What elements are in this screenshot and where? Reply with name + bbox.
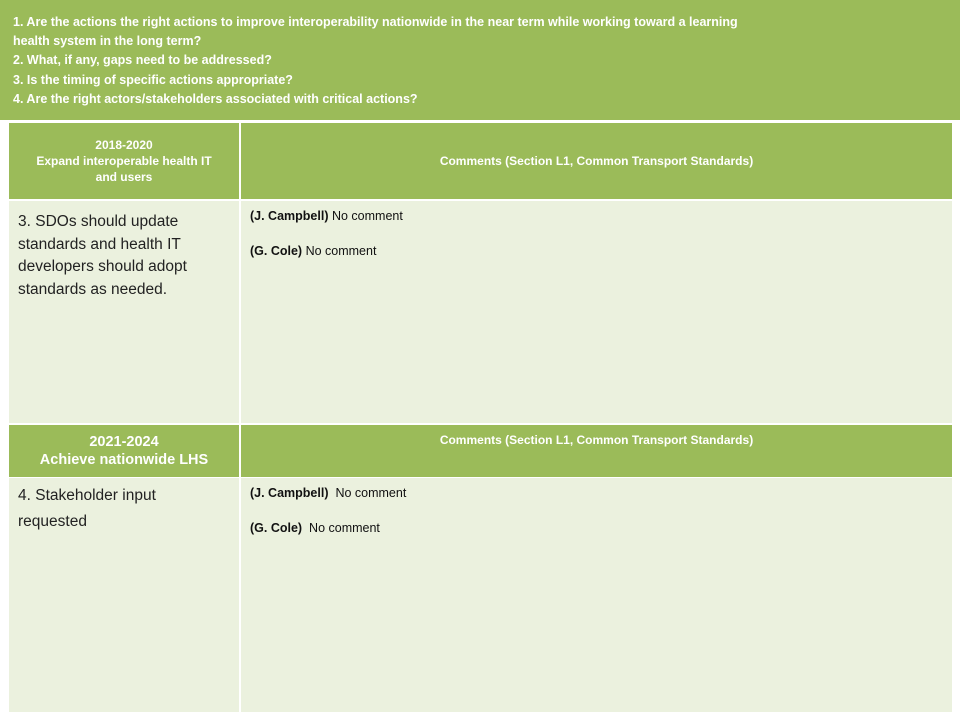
goal-label-line2: and users (95, 170, 153, 184)
action-text: 4. Stakeholder input requested (18, 487, 156, 530)
comment-item (250, 242, 942, 260)
comments-header-label: Comments (Section L1, Common Transport Standards) (439, 154, 754, 168)
comments-list (241, 201, 952, 260)
period-header-2018-2020 (9, 123, 239, 199)
question-line: 3. Is the timing of specific actions appropriate? (13, 72, 293, 87)
question-line: 1. Are the actions the right actions to improve interoperability nationwide in the near term while working toward a learning (13, 15, 738, 29)
question-line: 2. What, if any, gaps need to be addressed? (13, 53, 272, 68)
goal-label-line1: Expand interoperable health IT (36, 154, 212, 168)
action-cell (9, 201, 239, 423)
comments-cell (241, 478, 952, 712)
goal-label: Achieve nationwide LHS (39, 452, 209, 468)
comment-text: No comment (328, 209, 403, 223)
question-line: health system in the long term? (13, 34, 202, 49)
comments-header-label: Comments (Section L1, Common Transport Standards) (439, 433, 754, 447)
comments-header (241, 425, 952, 477)
questions-banner (0, 0, 960, 120)
comments-header (241, 123, 952, 199)
comment-author: (G. Cole) (250, 244, 303, 258)
action-cell (9, 478, 239, 712)
comment-item (250, 207, 942, 225)
comments-list (241, 478, 952, 537)
period-header-2021-2024 (9, 425, 239, 477)
comment-item (250, 484, 942, 502)
comments-cell (241, 201, 952, 423)
comment-item (250, 519, 942, 537)
comment-text: No comment (302, 244, 377, 258)
period-label: 2021-2024 (89, 434, 159, 450)
comment-text: No comment (302, 521, 380, 535)
period-label: 2018-2020 (95, 138, 153, 152)
comment-author: (G. Cole) (250, 521, 303, 535)
comment-text: No comment (328, 486, 407, 500)
question-line: 4. Are the right actors/stakeholders associated with critical actions? (13, 91, 418, 106)
action-text: 3. SDOs should update standards and health IT developers should adopt standards as needed. (18, 213, 187, 298)
comment-author: (J. Campbell) (250, 209, 329, 223)
actions-table (9, 123, 952, 712)
comment-author: (J. Campbell) (250, 486, 329, 500)
